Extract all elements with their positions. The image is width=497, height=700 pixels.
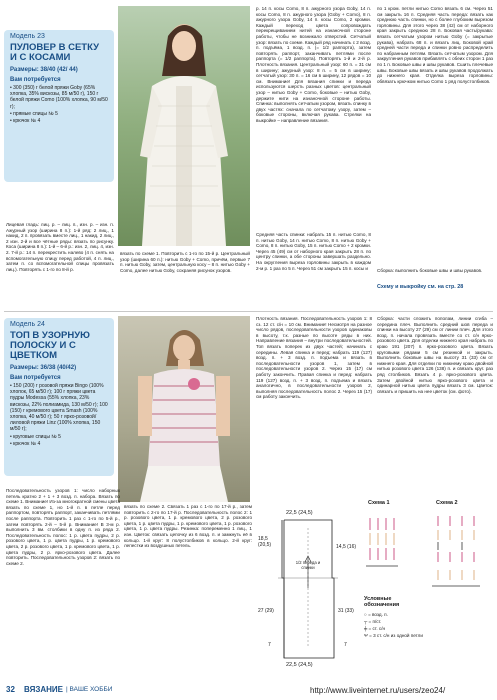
model23-photo	[118, 6, 250, 246]
stitch-charts	[362, 508, 490, 606]
page-number: 32	[6, 685, 15, 694]
legend-item-3: ╪ = ст. с/н	[364, 626, 386, 631]
model23-pattern-reference: Схему и выкройку см. на стр. 28	[377, 284, 464, 290]
section-name: | ВАШЕ ХОББИ	[66, 686, 113, 693]
model24-need-heading: Вам потребуется	[10, 375, 61, 381]
model23-label: Модель 23	[10, 33, 45, 40]
model23-right-column: по 1 кром. петли нитью Como вязать 6 см. Через 51 см закрыть 16 п. Средняя часть переда: вязать как среднюю часть спинки, но с более глубоким вырезом горловины. Для этого через 38 (42) см от наборного края закрыть среднюю 28 п. Боковая часть/рукава: вязать сетчатым узором нитью Goby (= закрытые рукава), набрать 68 п. и вязать лиц. Боковой край средней части переда и спинки ровно распределить по набранным петлям. Вязать сетчатым узором. Для закругления рукавов прибавлять с обеих сторон 1 раз по 1 п. Боковые швы и швы рукавов. Сшить плечевые швы. Боковые швы вязать и швы рукавов продолжать до нижнего края. Отделка выреза горловины: обвязать крючком нитью Como 1 ряд полустолбиков.	[377, 6, 493, 84]
model23-material-2: • прямые спицы № 5	[10, 110, 58, 117]
pattern-seven-right: 7	[344, 642, 347, 648]
model23-info-box	[4, 30, 114, 182]
model24-left-column: Последовательность узоров 1: число наборных петель кратно 2 + 1 + 3 возд. п. набора. Вязать по схеме 1. Внимание! Из-за многократной смены цвета вязать по схеме 1, но 1-й п. в петле перед раппортом, повторять раппорт, заканчивать петлями после раппорта. Повторить 1 раз с 1-го по 5-й р., затем повторять 2-й – 5-й р. Внимание! В 3-м р. выполнить 3 вм. столбики в одну п. из ряда 2. Последовательность полос: 1 р. цвета пудры, 2 р. розового цвета, 1 р. цвета пудры, 1 р. кремового цвета, 2 р. розового цвета, 1 р. кремового цвета, 1 р. цвета пудры, 2 р. ярко-розового цвета. Далее повторить. Последовательность узоров 2: вязать по схеме 2.	[6, 488, 120, 566]
model24-material-1: • 150 (200) г розовой пряжи Bingo (100% хлопок, 65 м/50 г); 100 г пряжи цвета пудры Modessa (55% хлопка, 23% вискозы, 22% полиамида, 130 м/50 г); 100 (150) г кремового цвета Smash (100% хлопка, 40 м/50 г); 50 г ярко-розовой/лиловой пряжи Linz (100% хлопка, 150 м/50 г);	[10, 383, 108, 433]
model24-material-3: • крючок № 4	[10, 440, 41, 447]
model23-mid-top: вязать по схеме 1. Повторить с 1-го по 15-й р. Центральный узор (ширина 60 п.): нитью Goby + Como, причём, первые 7 п. нитью Goby, затем, центральную косу – 8 п. нитью Goby + Como, далее нитью Goby, сохраняя рисунок узоров.	[120, 251, 250, 273]
model23-need-heading: Вам потребуется	[10, 77, 61, 83]
pattern-diagram-area	[258, 498, 494, 674]
model24-middle-column: вязать по схеме 2. Связать 1 раз с 1-го по 17-й р., затем повторить с 2-го по 17-й р. Последовательность полос 2: 1 р. розового цвета, 1 р. кремового цвета, 2 р. розового цвета, 1 р. цвета пудры, 1 р. кремового цвета, 1 р. розового цвета, 1 р. цвета пудры. Резинка: попеременно 1 лиц., 1 изн. Цветок: связать цепочку из 6 возд. п. и замкнуть её в кольцо. 1-й круг: 8 полустолбиков в кольцо. 2-й круг: лепестки из воздушных петель.	[124, 504, 252, 549]
scheme2-title: Схема 2	[436, 500, 458, 506]
magazine-name: ВЯЗАНИЕ	[24, 685, 63, 694]
pattern-height-left-top: 18,5 (20,5)	[258, 536, 272, 548]
model24-info-box	[4, 318, 114, 476]
legend-item-1: ○ = возд. п.	[364, 612, 388, 617]
model24-label: Модель 24	[10, 321, 45, 328]
legend-item-4: Ψ = 3 ст. с/н из одной петли	[364, 633, 423, 638]
model24-material-2: • круговые спицы № 5	[10, 433, 61, 440]
section-divider	[4, 311, 493, 312]
scheme1-title: Схема 1	[368, 500, 390, 506]
model23-middle-column: р. 14 п. косы Como, 8 п. ажурного узора Goby, 14 п. косы Como, 8 п. ажурного узора (Goby + Como), 8 п. ажурного узора Goby, 14 п. косы Como, 2 кромки. Каждый переход цвета сопровождать перекрещиванием нитей на изнаночной стороне работы, чтобы не возникало отверстий. Сетчатый узор: вязать по схеме. Каждый ряд начинать с 2 возд. п. подъёма, 1 возд. п. (= 1/2 раппорта), затем повторять раппорт, заканчивать петлями после раппорта (= 1/2 раппорта). Повторять 1-й и 2-й р. Плотность вязания. Центральный узор: 60 п. = 31 см в ширину; ажурный узор: 8 п. = 5 см в ширину; сетчатый узор: 30 п. = 16 см в ширину, 12 рядов = 10 см. Внимание! Для вязания спинки и переда используются шерсть разных цветов: центральный узор – нитью Goby + Como, боковые – нитью Goby, держите нити на изнаночной стороне работы. Спинка: выполнять сетчатым узором, вязать спинку в двух частях: сначала по сетчатому узору, затем – боковые стороны, включая рукава. Стрелки на выкройке – направление вязания.	[256, 6, 371, 123]
model23-left-column: Лицевая гладь: лиц. р. – лиц. п., изн. р. – изн. п. Ажурный узор (ширина 8 п.): 1-й ряд: 2 лиц., 1 накид, 2 п. провязать вместе лиц., 1 накид, 2 лиц., 2 изн. 2-й и все чётные ряды: вязать по рисунку. Коса (ширина 8 п.): 1-й – 6-й р.: изн. 2, лиц. 4, изн. 2. 7-й р.: 14 п. перекрестить налево (4 п. снять на вспомогательную спицу перед работой, 4 п. лиц., затем п. со вспомогательной спицы провязать лиц.). Повторять с 1-го по 8-й р.	[6, 222, 114, 272]
pattern-height-left-bottom: 27 (29)	[258, 608, 274, 614]
model24-right-column: Сборка: части сложить пополам, линии сгиба – середина плеч. Выполнить средний шов переда и спинки на высоту 27 (29) см от линии плеч. Для этого возд. п. начала провязать вместе со ст. с/н ярко-розового цвета. Для отделки нижнего края набрать по краю 191 (207) п. ярко-розового цвета. Вязать круговыми рядами 5 см резинкой и закрыть. Выполнить боковые швы на высоту 31 (33) см от нижнего края. Для отделки по нижнему краю двойной нитью розового цвета 126 (138) п. и связать круг. раз ряд столбиков. Вязать 4 р. ярко-розового цвета. Затем двойной нитью ярко-розового цвета и одинарной нитью цвета пудры вязать 3 см. Цветок: связать и пришить на нее цветок (см. фото).	[377, 316, 493, 394]
pattern-seven-left: 7	[268, 642, 271, 648]
model23-middle-column-2: Средняя часть спинки: набрать 15 п. нитью Como, 8 п. нитью Goby, 14 п. нитью Como, 8 п. нитью Goby + Como, 8 п. нитью Goby, 15 п. нитью Como + 2 кромки. Через 45 (49) см от наборного края закрыть 28 п. по центру спинки, а обе стороны завершать раздельно. На округления выреза горловины закрыть в каждом 2-м р. 1 раз по 5 п. Через 51 см закрыть 15 п. косы и	[256, 232, 371, 271]
watermark-url[interactable]: http://www.liveinternet.ru/users/zeo24/	[310, 686, 446, 695]
model23-title: ПУЛОВЕР В СЕТКУ И С КОСАМИ	[10, 42, 100, 63]
pattern-height-right-top: 14,5 (16)	[336, 544, 357, 550]
model23-material-1: • 300 (350) г белой пряжи Goby (65% хлопка, 35% вискозы, 85 м/50 г), 150 г белой пряжи Como (100% хлопка, 90 м/50 г);	[10, 85, 108, 110]
page-footer	[0, 681, 497, 700]
model24-title: ТОП В УЗОРНУЮ ПОЛОСКУ И С ЦВЕТКОМ	[10, 330, 90, 361]
model24-sizes: Размеры: 36/38 (40/42)	[10, 365, 77, 371]
pattern-width-top: 22,5 (24,5)	[286, 510, 313, 516]
pattern-width-bottom: 22,5 (24,5)	[286, 662, 313, 668]
model23-right-column-2: Сборка: выполнить боковые швы и швы рукавов.	[377, 268, 483, 273]
pattern-center-label: 1/2 переда и спинки	[295, 560, 321, 570]
model24-top-middle: Плотность вязания. Последовательность узоров 1: 8 сз. 12 ст. с/н = 10 см. Внимание! Несмотря на разное число рядов, последовательности узоров одинаковы в высоту, т.к. разные по высоте ряды в них. Направление вязания – внутри последовательностей. Топ вязать поперек из двух частей; начинать с середины. Левая спинка и перед: набрать 119 (127) возд. п. + 3 возд. п. подъема и вязать в последовательности узоров 1, затем в последовательности узоров 2. Через 15 (17) см работу закончить. Правая спинка и перед: набрать 119 (127) возд. п. + 3 возд. п. подъема и вязать аналогично, в последовательности узоров 2, выполняя последовательность полос 2. Через 15 (17) см работу закончить.	[256, 316, 372, 400]
model23-material-3: • крючок № 4	[10, 118, 41, 125]
pattern-height-right-bottom: 31 (33)	[338, 608, 354, 614]
model24-photo	[118, 316, 250, 502]
model23-sizes: Размеры: 38/40 (42/ 44)	[10, 67, 78, 73]
legend-title: Условные обозначения	[364, 596, 400, 608]
legend-item-2: ┬ = п/ст.	[364, 619, 382, 624]
